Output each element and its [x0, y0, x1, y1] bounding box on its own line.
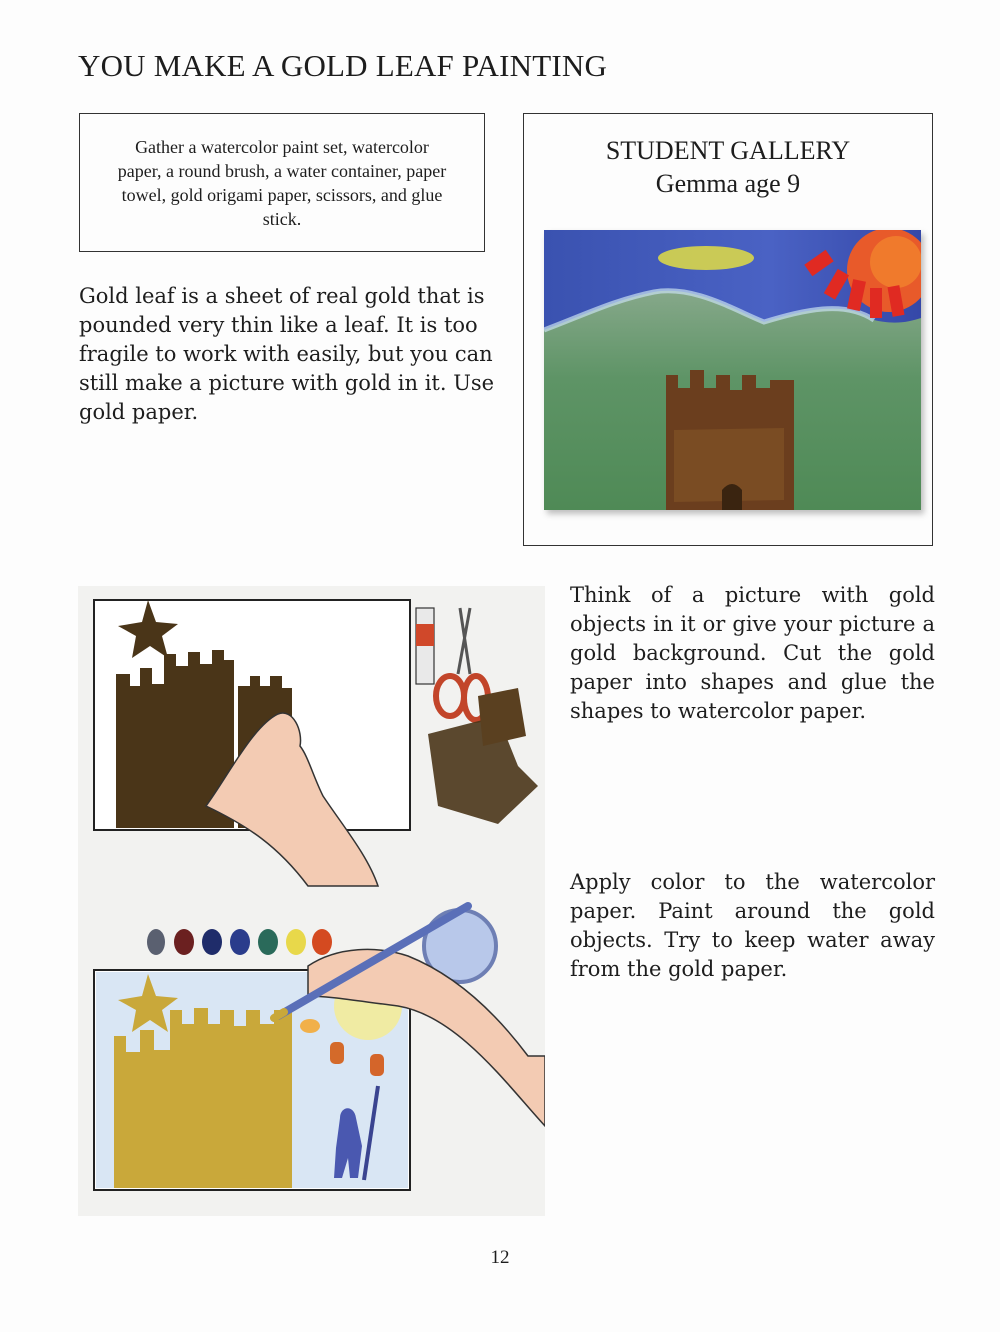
gallery-caption: Gemma age 9 [655, 169, 801, 198]
student-painting-image [544, 230, 921, 510]
demo-illustration-image [78, 586, 545, 1216]
step-2-text: Apply color to the watercolor paper. Paint around the gold objects. Try to keep water away from the gold paper. [570, 870, 935, 981]
step-1-text: Think of a picture with gold objects in it or give your picture a gold background. Cut the gold paper into shapes and glue the shapes to watercolor paper. [570, 583, 935, 723]
supplies-box [79, 113, 485, 252]
student-gallery-box [523, 113, 933, 546]
supplies-text: Gather a watercolor paint set, watercolor paper, a round brush, a water container, paper towel, gold origami paper, scissors, and glue stick. [117, 136, 447, 229]
page-number: 12 [490, 1247, 510, 1268]
page-title: YOU MAKE A GOLD LEAF PAINTING [78, 48, 608, 83]
intro-paragraph: Gold leaf is a sheet of real gold that is pounded very thin like a leaf. It is too fragile to work with easily, but you can still make a picture with gold in it. Use gold paper. [79, 284, 495, 424]
gallery-heading: STUDENT GALLERY [605, 136, 851, 165]
gallery-title [524, 134, 932, 200]
